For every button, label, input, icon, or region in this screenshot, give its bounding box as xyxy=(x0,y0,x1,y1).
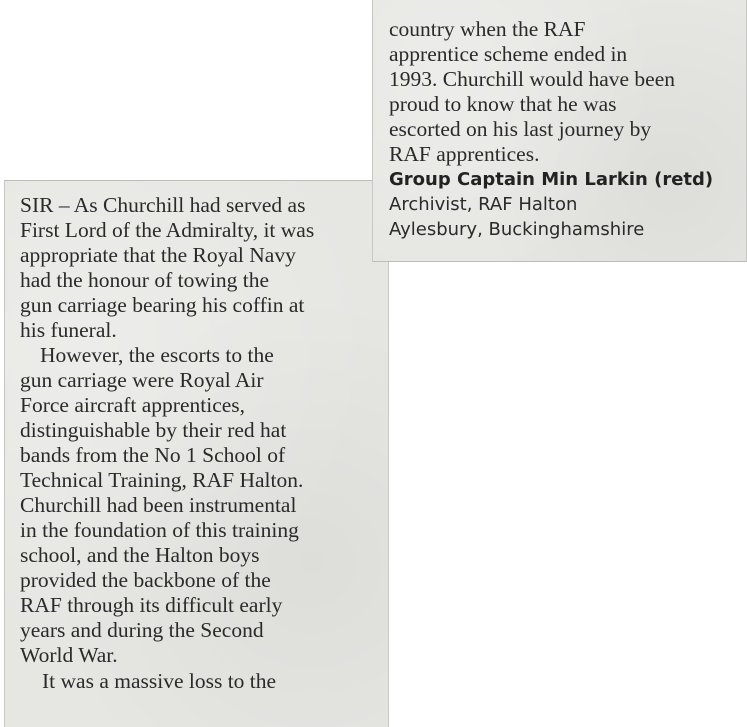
text-line: SIR – As Churchill had served as xyxy=(20,193,306,217)
text-line: proud to know that he was xyxy=(389,92,617,116)
text-line: Force aircraft apprentices, xyxy=(20,393,246,417)
text-line: escorted on his last journey by xyxy=(389,117,652,141)
text-line: distinguishable by their red hat xyxy=(20,418,287,442)
text-line: in the foundation of this training xyxy=(20,518,299,542)
text-line: World War. xyxy=(20,643,118,667)
text-line: Churchill had been instrumental xyxy=(20,493,297,517)
text-line: his funeral. xyxy=(20,318,117,342)
text-line: bands from the No 1 School of xyxy=(20,443,286,467)
text-line: 1993. Churchill would have been xyxy=(389,67,676,91)
text-line: apprentice scheme ended in xyxy=(389,42,628,66)
text-line: appropriate that the Royal Navy xyxy=(20,243,296,267)
text-line: First Lord of the Admiralty, it was xyxy=(20,218,315,242)
signature-name: Group Captain Min Larkin (retd) xyxy=(389,169,714,190)
text-line: RAF apprentices. xyxy=(389,142,540,166)
text-line: provided the backbone of the xyxy=(20,568,271,592)
text-line: country when the RAF xyxy=(389,17,586,41)
signature-location: Aylesbury, Buckinghamshire xyxy=(389,219,645,240)
text-line: school, and the Halton boys xyxy=(20,543,260,567)
text-line: Technical Training, RAF Halton. xyxy=(20,468,304,492)
text-line: gun carriage bearing his coffin at xyxy=(20,293,305,317)
text-line: However, the escorts to the xyxy=(40,343,274,367)
text-line: had the honour of towing the xyxy=(20,268,269,292)
text-line: years and during the Second xyxy=(20,618,264,642)
text-line: It was a massive loss to the xyxy=(42,669,277,693)
text-line: gun carriage were Royal Air xyxy=(20,368,264,392)
text-line: RAF through its difficult early xyxy=(20,593,283,617)
signature-title: Archivist, RAF Halton xyxy=(389,194,578,215)
